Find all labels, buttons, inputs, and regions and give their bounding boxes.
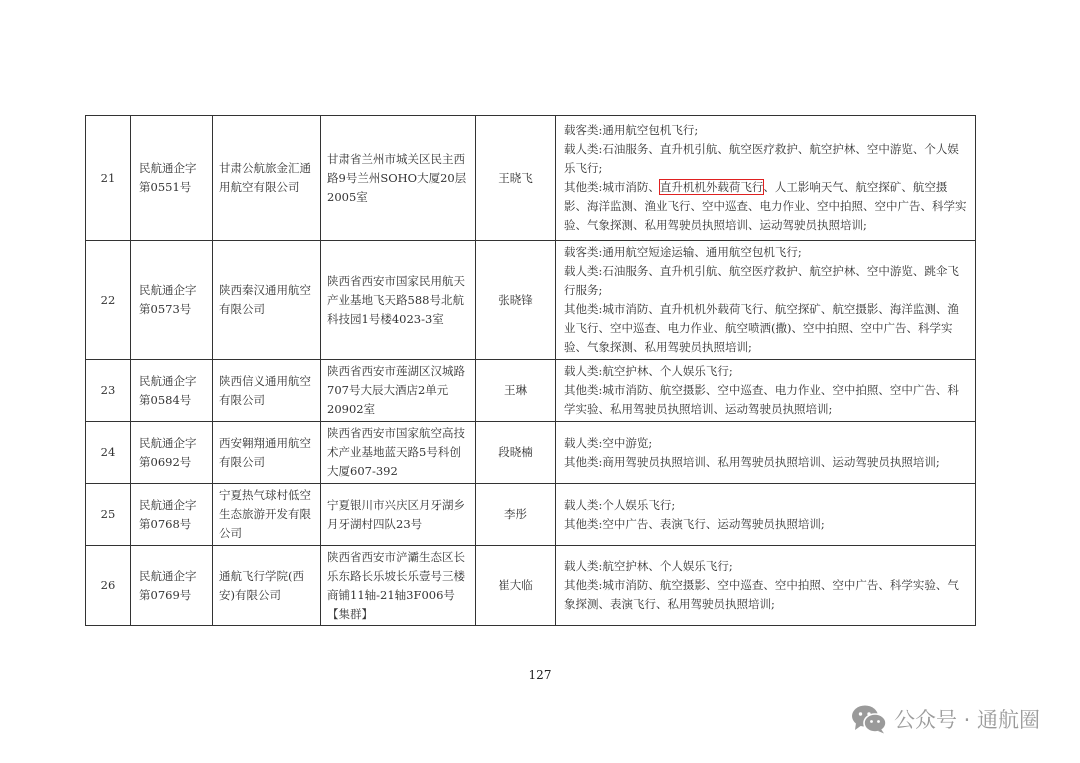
business-scope bbox=[556, 241, 976, 360]
company-address: 宁夏银川市兴庆区月牙湖乡月牙湖村四队23号 bbox=[321, 484, 476, 546]
scope-line: 载人类:航空护林、个人娱乐飞行; bbox=[564, 364, 733, 378]
scope-line: 载客类:通用航空短途运输、通用航空包机飞行; bbox=[564, 245, 802, 259]
page-number: 127 bbox=[528, 668, 552, 682]
contact-person: 王晓飞 bbox=[476, 116, 556, 241]
row-number: 21 bbox=[86, 116, 131, 241]
row-number: 25 bbox=[86, 484, 131, 546]
contact-person: 崔大临 bbox=[476, 546, 556, 626]
aviation-company-table bbox=[85, 115, 976, 626]
business-scope bbox=[556, 422, 976, 484]
table-row bbox=[86, 484, 976, 546]
row-number: 26 bbox=[86, 546, 131, 626]
watermark bbox=[850, 701, 1040, 737]
table-row bbox=[86, 116, 976, 241]
wechat-icon bbox=[850, 704, 888, 734]
company-address: 陕西省西安市国家航空高技术产业基地蓝天路5号科创大厦607-392 bbox=[321, 422, 476, 484]
scope-text: 其他类:城市消防、 bbox=[564, 180, 660, 194]
company-name: 西安翱翔通用航空有限公司 bbox=[213, 422, 321, 484]
company-name: 陕西秦汉通用航空有限公司 bbox=[213, 241, 321, 360]
contact-person: 张晓锋 bbox=[476, 241, 556, 360]
highlighted-scope-item: 直升机机外载荷飞行 bbox=[659, 180, 764, 194]
company-address: 陕西省西安市国家民用航天产业基地飞天路588号北航科技园1号楼4023-3室 bbox=[321, 241, 476, 360]
business-scope bbox=[556, 116, 976, 241]
scope-line: 其他类:城市消防、航空摄影、空中巡查、电力作业、空中拍照、空中广告、科学实验、私用驾驶员执照培训、运动驾驶员执照培训; bbox=[564, 383, 959, 416]
scope-line: 载人类:空中游览; bbox=[564, 435, 653, 450]
license-number: 民航通企字第0584号 bbox=[131, 360, 213, 422]
license-number: 民航通企字第0692号 bbox=[131, 422, 213, 484]
scope-line: 载人类:航空护林、个人娱乐飞行; bbox=[564, 559, 733, 573]
company-address: 陕西省西安市莲湖区汉城路707号大辰大酒店2单元20902室 bbox=[321, 360, 476, 422]
scope-line: 其他类:空中广告、表演飞行、运动驾驶员执照培训; bbox=[564, 516, 825, 531]
scope-line: 载人类:石油服务、直升机引航、航空医疗救护、航空护林、空中游览、个人娱乐飞行; bbox=[564, 142, 959, 175]
contact-person: 李彤 bbox=[476, 484, 556, 546]
license-number: 民航通企字第0768号 bbox=[131, 484, 213, 546]
scope-line: 其他类:商用驾驶员执照培训、私用驾驶员执照培训、运动驾驶员执照培训; bbox=[564, 454, 940, 469]
license-number: 民航通企字第0573号 bbox=[131, 241, 213, 360]
company-address: 陕西省西安市浐灞生态区长乐东路长乐坡长乐壹号三楼商铺11轴-21轴3F006号【集群】 bbox=[321, 546, 476, 626]
company-address: 甘肃省兰州市城关区民主西路9号兰州SOHO大厦20层2005室 bbox=[321, 116, 476, 241]
license-number: 民航通企字第0769号 bbox=[131, 546, 213, 626]
license-number: 民航通企字第0551号 bbox=[131, 116, 213, 241]
row-number: 24 bbox=[86, 422, 131, 484]
company-name: 通航飞行学院(西安)有限公司 bbox=[213, 546, 321, 626]
table-row bbox=[86, 546, 976, 626]
table-row bbox=[86, 422, 976, 484]
business-scope bbox=[556, 546, 976, 626]
contact-person: 王琳 bbox=[476, 360, 556, 422]
row-number: 22 bbox=[86, 241, 131, 360]
scope-line: 其他类:城市消防、航空摄影、空中巡查、空中拍照、空中广告、科学实验、气象探测、表演飞行、私用驾驶员执照培训; bbox=[564, 578, 959, 611]
business-scope bbox=[556, 484, 976, 546]
company-name: 甘肃公航旅金汇通用航空有限公司 bbox=[213, 116, 321, 241]
company-name: 宁夏热气球村低空生态旅游开发有限公司 bbox=[213, 484, 321, 546]
company-name: 陕西信义通用航空有限公司 bbox=[213, 360, 321, 422]
scope-text: 、人工影响天气、航空探矿、航空摄影、海洋监测、渔业飞行、空中巡查、电力作业、空中拍照、空中广告、科学实验、气象探测、私用驾驶员执照培训、运动驾驶员执照培训; bbox=[564, 180, 967, 232]
scope-line: 载人类:个人娱乐飞行; bbox=[564, 497, 676, 512]
scope-line: 载人类:石油服务、直升机引航、航空医疗救护、航空护林、空中游览、跳伞飞行服务; bbox=[564, 264, 959, 297]
scope-line bbox=[564, 178, 969, 235]
table-row bbox=[86, 360, 976, 422]
table-row bbox=[86, 241, 976, 360]
scope-line: 其他类:城市消防、直升机机外载荷飞行、航空探矿、航空摄影、海洋监测、渔业飞行、空中巡查、电力作业、航空喷洒(撒)、空中拍照、空中广告、科学实验、气象探测、私用驾驶员执照培训; bbox=[564, 302, 959, 354]
row-number: 23 bbox=[86, 360, 131, 422]
contact-person: 段晓楠 bbox=[476, 422, 556, 484]
watermark-text: 公众号 · 通航圈 bbox=[893, 708, 1040, 732]
scope-line: 载客类:通用航空包机飞行; bbox=[564, 123, 699, 137]
business-scope bbox=[556, 360, 976, 422]
